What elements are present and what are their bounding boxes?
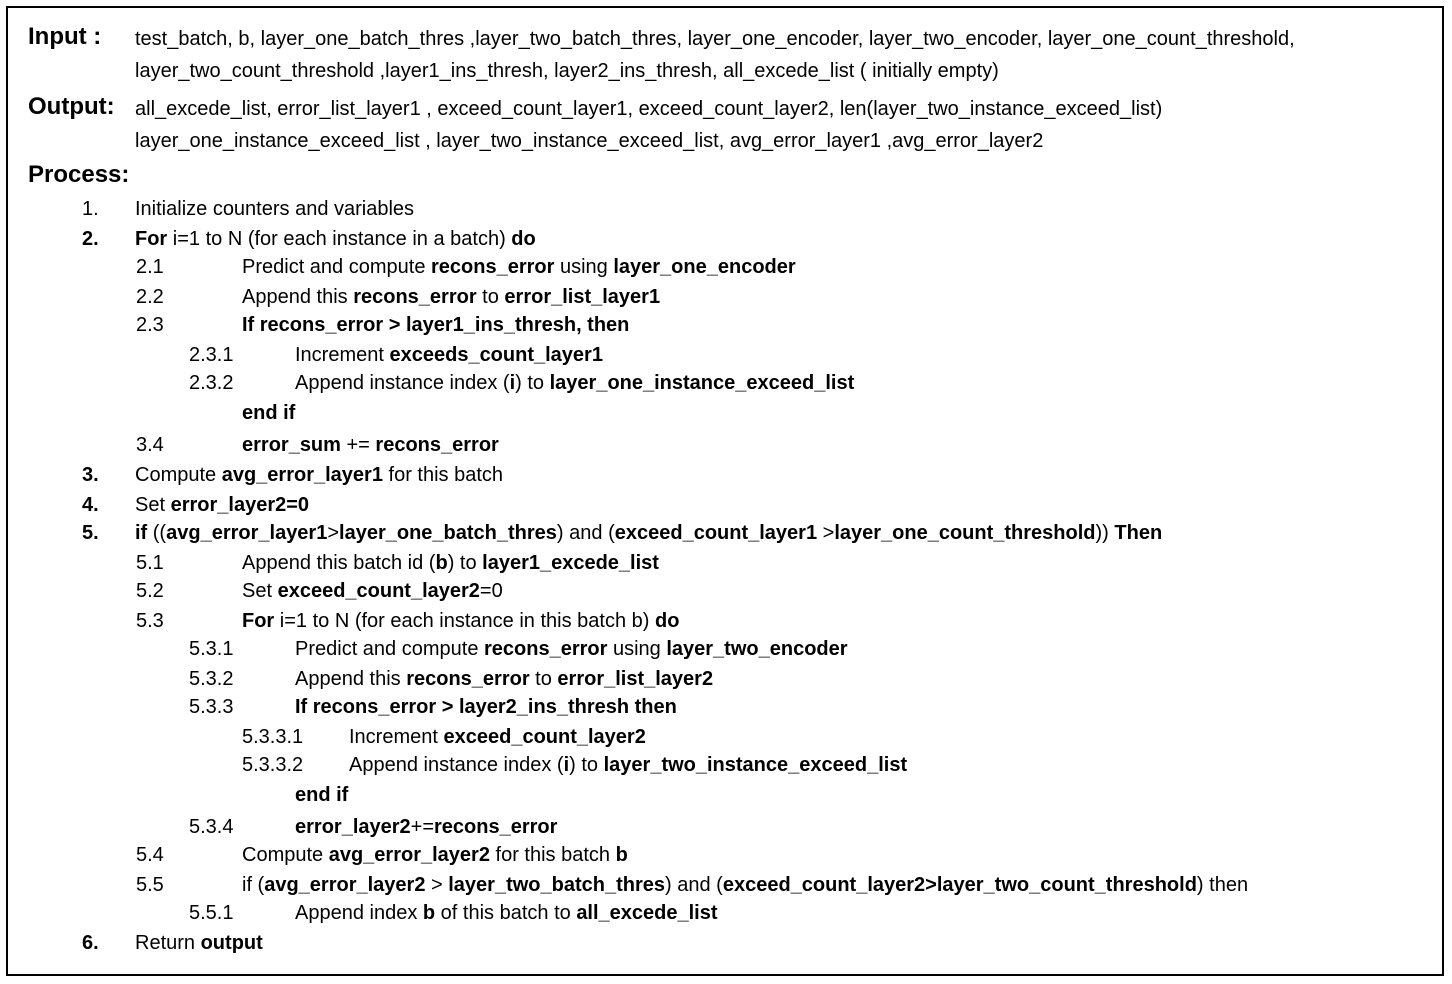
step-text-part: Set: [135, 494, 171, 516]
step-text-part: ((: [147, 522, 167, 544]
step-text: [242, 432, 499, 458]
step-text: [242, 284, 660, 310]
step-number: 1.: [82, 198, 99, 220]
step-number: 2.3.2: [189, 372, 234, 394]
input-label: Input :: [28, 23, 102, 50]
step-text-part: recons_error: [353, 286, 477, 308]
step-number: 3.: [82, 464, 99, 486]
step-text-part: b: [435, 552, 448, 574]
step-text-part: layer_two_instance_exceed_list: [603, 754, 908, 776]
step-text-part: ) to: [515, 372, 550, 394]
step-text-part: +=: [340, 434, 376, 456]
output-line-1: all_excede_list, error_list_layer1 , exceed_count_layer1, exceed_count_layer2, len(layer_two_instance_exceed_list): [135, 98, 1163, 120]
step-text-part: Append index: [295, 902, 423, 924]
step-text-part: recons_error: [375, 434, 499, 456]
step-text-part: of this batch to: [435, 902, 577, 924]
step-text-part: +=: [410, 816, 435, 838]
step-number: 5.3.1: [189, 638, 234, 660]
step-text: [242, 842, 628, 868]
step-text: [295, 900, 718, 926]
step-text-part: Set: [242, 580, 278, 602]
step-text-part: error_layer2=0: [170, 494, 310, 516]
step-text-part: avg_error_layer2: [264, 874, 426, 896]
output-label: Output:: [28, 93, 115, 120]
process-label: Process:: [28, 161, 130, 188]
step-text-part: Compute: [135, 464, 222, 486]
step-number: 2.2: [136, 286, 164, 308]
step-number: 3.4: [136, 434, 164, 456]
step-text-part: >: [425, 874, 449, 896]
step-text-part: Increment: [295, 344, 390, 366]
step-text-part: do: [654, 610, 680, 632]
step-number: 5.3.3.2: [242, 754, 304, 776]
step-text-part: layer1_excede_list: [482, 552, 659, 574]
step-number: 5.: [82, 522, 99, 544]
step-text-part: Append this batch id (: [242, 552, 436, 574]
step-text: [295, 814, 557, 840]
step-text-part: error_list_layer2: [557, 668, 714, 690]
step-number: 2.1: [136, 256, 164, 278]
step-text-part: ) and (: [556, 522, 615, 544]
step-text-part: exceed_count_layer2: [277, 580, 480, 602]
step-number: 2.3: [136, 314, 164, 336]
step-text-part: avg_error_layer1: [221, 464, 383, 486]
step-text-part: avg_error_layer2: [328, 844, 490, 866]
step-text-part: If recons_error > layer1_ins_thresh, then: [242, 314, 630, 336]
step-text-part: Compute: [242, 844, 329, 866]
step-text: [242, 872, 1248, 898]
step-text-part: Predict and compute: [242, 256, 431, 278]
step-number: 5.4: [136, 844, 164, 866]
step-text-part: using: [607, 638, 667, 660]
step-text-part: exceeds_count_layer1: [389, 344, 603, 366]
step-text: [242, 254, 796, 280]
step-text-part: avg_error_layer1: [166, 522, 328, 544]
step-text-part: b: [615, 844, 628, 866]
output-line-2: layer_one_instance_exceed_list , layer_two_instance_exceed_list, avg_error_layer1 ,avg_error_layer2: [135, 130, 1044, 152]
step-text-part: exceed_count_layer2: [443, 726, 646, 748]
step-text-part: recons_error: [484, 638, 608, 660]
step-text-part: if: [135, 522, 148, 544]
step-text: [135, 226, 536, 252]
step-number: 5.3.2: [189, 668, 234, 690]
step-text-part: to: [476, 286, 505, 308]
step-text: [349, 752, 907, 778]
step-text-part: recons_error: [406, 668, 530, 690]
step-text-part: using: [554, 256, 614, 278]
step-text: [242, 550, 659, 576]
step-number: 5.5: [136, 874, 164, 896]
step-text: [135, 930, 263, 956]
step-text-part: recons_error: [434, 816, 558, 838]
step-text-part: end if: [242, 402, 296, 424]
step-text-part: layer_one_instance_exceed_list: [549, 372, 855, 394]
step-text-part: do: [511, 228, 536, 250]
step-number: 5.3.3: [189, 696, 234, 718]
step-text: [135, 196, 414, 222]
step-text-part: i=1 to N (for each instance in this batch b): [274, 610, 655, 632]
step-text-part: if (: [242, 874, 265, 896]
step-text-part: Initialize counters and variables: [135, 198, 415, 220]
step-number: 2.: [82, 228, 99, 250]
step-text-part: For: [242, 610, 275, 632]
step-number: 2.3.1: [189, 344, 234, 366]
step-text-part: to: [529, 668, 558, 690]
step-text-part: error_list_layer1: [504, 286, 661, 308]
input-line-1: test_batch, b, layer_one_batch_thres ,layer_two_batch_thres, layer_one_encoder, layer_two_encoder, layer_one_count_threshold,: [135, 28, 1295, 50]
step-text-part: i: [509, 372, 516, 394]
step-text: [242, 608, 679, 634]
step-text: [295, 694, 677, 720]
step-text: [242, 312, 629, 338]
step-text-part: Append this: [295, 668, 407, 690]
step-text: [349, 724, 646, 750]
input-line-2: layer_two_count_threshold ,layer1_ins_thresh, layer2_ins_thresh, all_excede_list ( initially empty): [135, 60, 999, 82]
step-number: 5.3: [136, 610, 164, 632]
step-text: [295, 342, 603, 368]
step-text-part: end if: [295, 784, 349, 806]
step-text-part: ) and (: [665, 874, 723, 896]
step-text-part: )): [1095, 522, 1115, 544]
step-text-part: b: [422, 902, 436, 924]
step-text: [295, 370, 854, 396]
step-number: 6.: [82, 932, 99, 954]
step-text: [135, 462, 503, 488]
step-text-part: for this batch: [382, 464, 504, 486]
step-text-part: Predict and compute: [295, 638, 484, 660]
step-number: 5.5.1: [189, 902, 234, 924]
step-text-part: output: [200, 932, 263, 954]
step-text-part: Increment: [349, 726, 444, 748]
step-text-part: layer_one_encoder: [613, 256, 796, 278]
step-text-part: error_layer2: [295, 816, 411, 838]
step-text-part: ) to: [569, 754, 604, 776]
step-number: 5.2: [136, 580, 164, 602]
step-text-part: i: [563, 754, 570, 776]
step-text-part: layer_two_batch_thres: [448, 874, 666, 896]
step-text-part: error_sum: [242, 434, 341, 456]
step-text-part: layer_one_batch_thres: [339, 522, 557, 544]
step-number: 5.1: [136, 552, 164, 574]
step-text-part: >: [817, 522, 835, 544]
step-text-part: For: [135, 228, 168, 250]
step-text-part: Return: [135, 932, 201, 954]
step-text-part: for this batch: [489, 844, 616, 866]
step-text-part: >: [327, 522, 340, 544]
step-text: [135, 492, 309, 518]
step-text: [295, 666, 713, 692]
step-text-part: exceed_count_layer2>layer_two_count_threshold: [722, 874, 1197, 896]
step-text-part: Then: [1114, 522, 1163, 544]
step-number: 4.: [82, 494, 99, 516]
step-text-part: layer_one_count_threshold: [834, 522, 1096, 544]
step-text: [295, 782, 348, 808]
step-text: [242, 578, 503, 604]
step-text-part: ) to: [447, 552, 483, 574]
step-text: [135, 520, 1162, 546]
step-text-part: all_excede_list: [576, 902, 718, 924]
step-text-part: If recons_error > layer2_ins_thresh then: [295, 696, 677, 718]
step-number: 5.3.4: [189, 816, 234, 838]
step-text: [295, 636, 848, 662]
step-text-part: Append this: [242, 286, 354, 308]
step-text: [242, 400, 295, 426]
step-text-part: Append instance index (: [349, 754, 564, 776]
step-text-part: recons_error: [431, 256, 555, 278]
step-text-part: ) then: [1196, 874, 1249, 896]
step-number: 5.3.3.1: [242, 726, 304, 748]
step-text-part: i=1 to N (for each instance in a batch): [167, 228, 512, 250]
step-text-part: Append instance index (: [295, 372, 510, 394]
step-text-part: =0: [479, 580, 503, 602]
step-text-part: exceed_count_layer1: [614, 522, 818, 544]
step-text-part: layer_two_encoder: [666, 638, 848, 660]
